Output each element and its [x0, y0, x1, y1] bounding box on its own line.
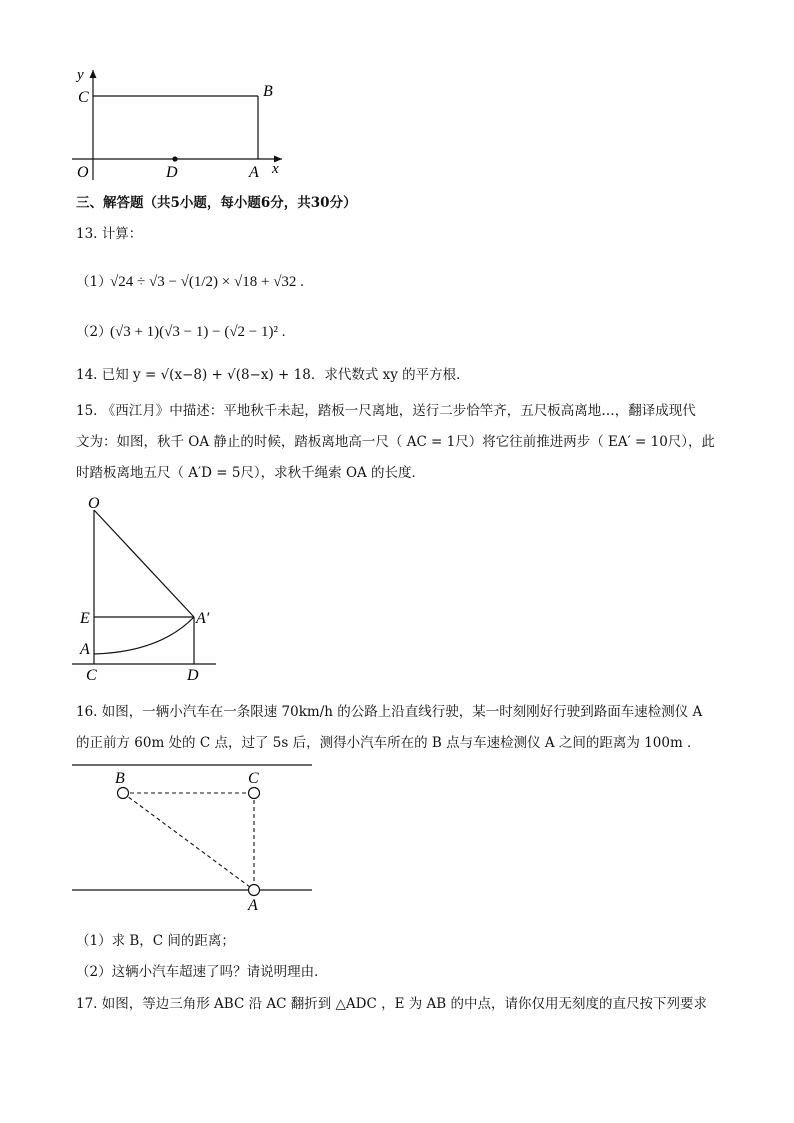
rope-oa-prime [94, 510, 194, 617]
label-a-prime: A′ [196, 610, 210, 627]
q16-sub1: （1）求 B，C 间的距离； [76, 933, 235, 949]
figure-swing [70, 492, 230, 686]
point-b [118, 788, 129, 799]
label-d: D [166, 164, 178, 181]
y-axis-arrow-icon [90, 70, 97, 78]
label-e: E [80, 610, 90, 627]
q16-line1: 16. 如图，一辆小汽车在一条限速 70km/h 的公路上沿直线行驶，某一时刻刚好行驶到路面车速检测仪 A [76, 704, 703, 720]
label-c: C [86, 667, 97, 684]
q13-part2-label: （2） [76, 324, 112, 340]
q13-stem: 13. 计算： [76, 226, 143, 242]
point-a [249, 885, 260, 896]
q14-text: 14. 已知 y = √(x−8) + √(8−x) + 18．求代数式 xy 的平方根． [76, 367, 470, 383]
q15-line3: 时踏板离地五尺（ A′D = 5尺），求秋千绳索 OA 的长度． [76, 465, 426, 481]
label-y: y [77, 67, 84, 83]
q15-line2: 文为：如图，秋千 OA 静止的时候，踏板离地高一尺（ AC = 1尺）将它往前推进两步（ EA′ = 10尺），此 [76, 434, 716, 450]
label-b: B [263, 83, 273, 100]
label-d: D [187, 667, 199, 684]
swing-arc [94, 617, 194, 654]
q13-part2-expression: (√3 + 1)(√3 − 1) − (√2 − 1)² . [110, 324, 286, 340]
label-c: C [78, 89, 89, 106]
figure-rectangle-axes [60, 62, 300, 184]
q16-sub2: （2）这辆小汽车超速了吗？请说明理由． [76, 964, 328, 980]
point-d [172, 156, 177, 161]
label-o: O [88, 495, 100, 512]
label-o: O [77, 164, 89, 181]
label-a: A [249, 164, 259, 181]
q13-part1-label: （1） [76, 274, 112, 290]
q17-line1: 17. 如图，等边三角形 ABC 沿 AC 翻折到 △ADC ，E 为 AB 的中点，请你仅用无刻度的直尺按下列要求 [76, 996, 708, 1012]
figure-road [70, 763, 320, 913]
label-b: B [115, 770, 125, 787]
label-c: C [248, 770, 259, 787]
label-x: x [272, 161, 279, 177]
label-a: A [80, 641, 90, 658]
point-c [249, 788, 260, 799]
section-title: 三、解答题（共5小题，每小题6分，共30分） [76, 195, 357, 211]
q15-line1: 15. 《西江月》中描述：平地秋千未起，踏板一尺离地，送行二步恰竿齐，五尺板高离地…，翻译成现代 [76, 403, 696, 419]
q16-line2: 的正前方 60m 处的 C 点，过了 5s 后，测得小汽车所在的 B 点与车速检测仪 A 之间的距离为 100m ． [76, 735, 701, 751]
segment-ba [123, 793, 254, 890]
label-a: A [248, 897, 258, 913]
q13-part1-expression: √24 ÷ √3 − √(1/2) × √18 + √32 . [110, 274, 304, 290]
